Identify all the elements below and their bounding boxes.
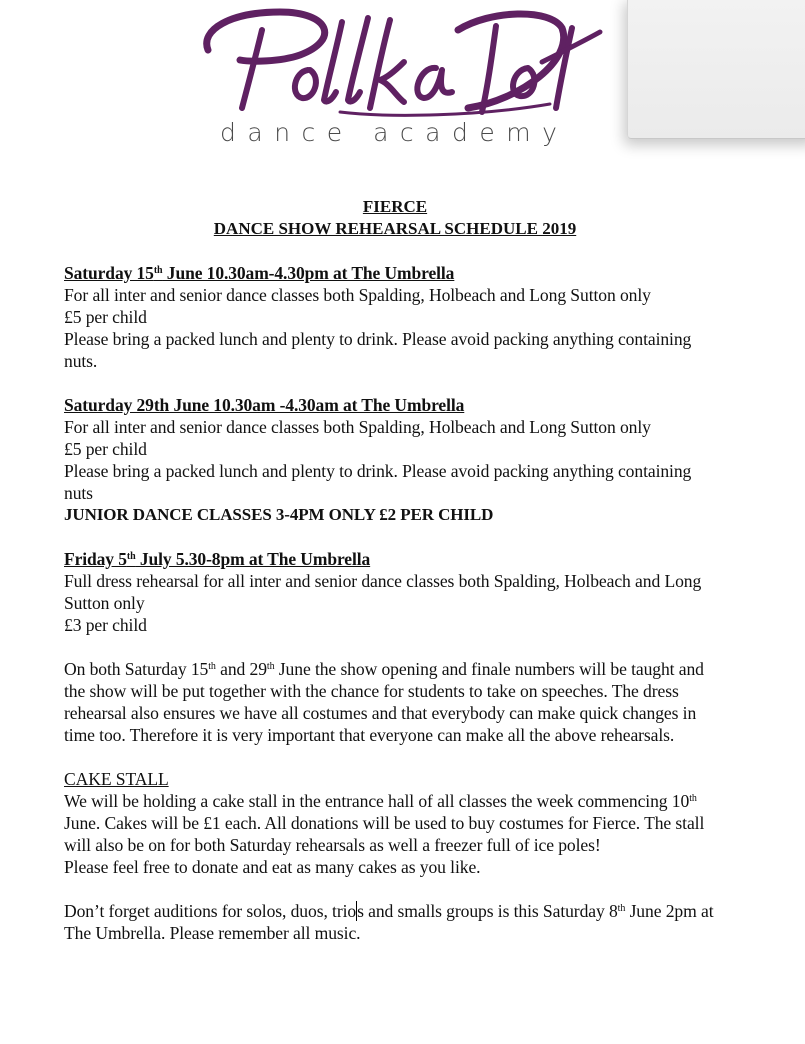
section-line: £5 per child	[64, 439, 147, 459]
section-line: For all inter and senior dance classes both Spalding, Holbeach and Long Sutton only	[64, 417, 651, 437]
section-line: Full dress rehearsal for all inter and senior dance classes both Spalding, Holbeach and Long Sutton only	[64, 571, 702, 613]
polka-dot-script-logo	[190, 0, 610, 120]
section-line: Please bring a packed lunch and plenty to drink. Please avoid packing anything containing nuts	[64, 461, 692, 503]
section-saturday-29-june	[64, 394, 724, 526]
section-friday-5-july	[64, 548, 724, 636]
polka-dot-logo	[190, 0, 610, 160]
auditions-paragraph: Don’t forget auditions for solos, duos, trios and smalls groups is this Saturday 8th June 2pm at The Umbrella. Please remember all music.	[64, 901, 714, 943]
section-heading: Saturday 15th June 10.30am-4.30pm at The Umbrella	[64, 263, 455, 283]
floating-panel[interactable]	[627, 0, 805, 139]
cake-stall-heading: CAKE STALL	[64, 769, 169, 789]
section-line: For all inter and senior dance classes both Spalding, Holbeach and Long Sutton only	[64, 285, 651, 305]
section-saturday-15-june	[64, 262, 724, 372]
document-title	[64, 196, 724, 240]
section-line: £3 per child	[64, 615, 147, 635]
section-line: £5 per child	[64, 307, 147, 327]
cake-stall-section	[64, 768, 724, 878]
section-heading: Friday 5th July 5.30-8pm at The Umbrella	[64, 549, 371, 569]
section-line: Please bring a packed lunch and plenty to drink. Please avoid packing anything containing nuts.	[64, 329, 692, 371]
logo-subtitle: dance academy	[220, 118, 569, 147]
section-heading: Saturday 29th June 10.30am -4.30am at The Umbrella	[64, 395, 465, 415]
info-paragraph: On both Saturday 15th and 29th June the show opening and finale numbers will be taught and the show will be put together with the chance for students to take on speeches. The dress rehearsal also ensures we have all costumes and that everybody can make quick changes in time too. Therefore it is very important that everyone can make all the above rehearsals.	[64, 659, 704, 745]
document-body[interactable]	[64, 196, 724, 944]
title-schedule: DANCE SHOW REHEARSAL SCHEDULE 2019	[213, 219, 577, 238]
cake-stall-paragraph: We will be holding a cake stall in the entrance hall of all classes the week commencing 10th June. Cakes will be £1 each. All donations will be used to buy costumes for Fierce. The stall will also be on for both Saturday rehearsals as well a freezer full of ice poles!	[64, 791, 705, 855]
cake-stall-line: Please feel free to donate and eat as many cakes as you like.	[64, 857, 481, 877]
junior-classes-note: JUNIOR DANCE CLASSES 3-4PM ONLY £2 PER CHILD	[64, 505, 494, 524]
title-fierce: FIERCE	[362, 197, 428, 216]
